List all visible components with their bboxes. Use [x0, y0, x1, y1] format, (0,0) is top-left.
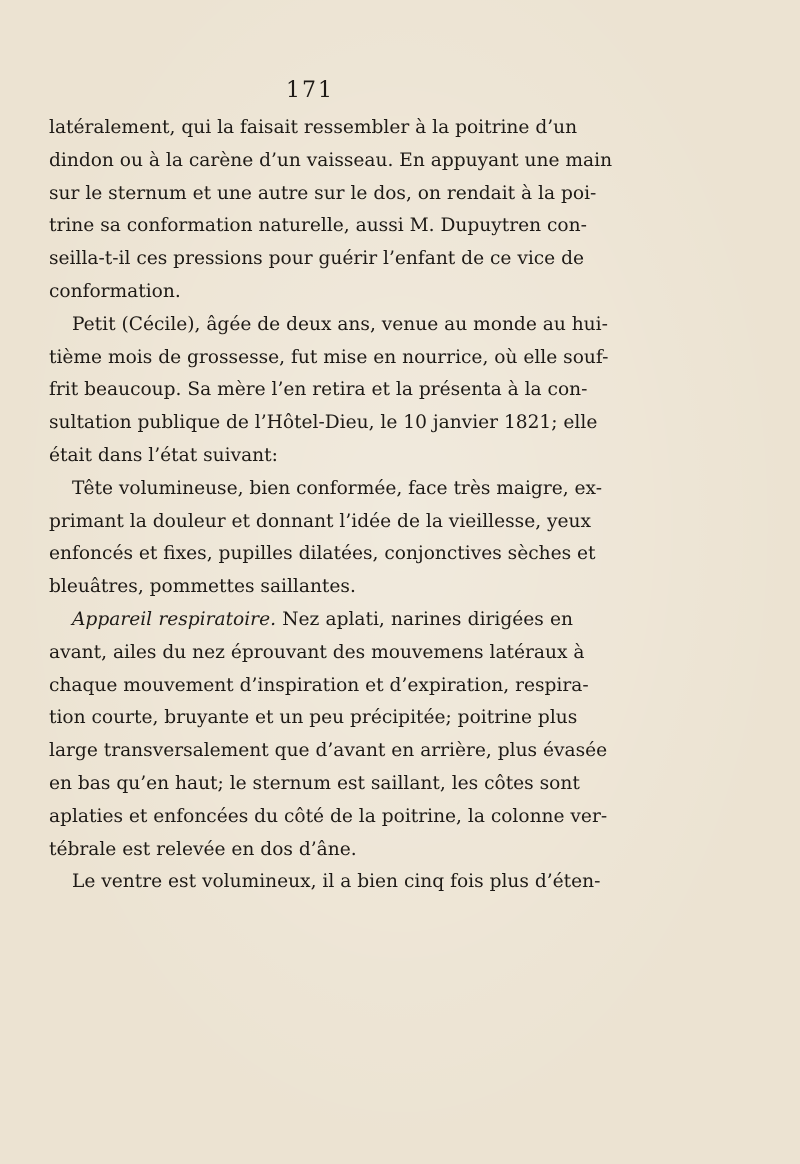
page-number: 171 [286, 78, 334, 103]
text-line: primant la douleur et donnant l’idée de la vieillesse, yeux [49, 510, 591, 532]
section-heading: Appareil respiratoire. [72, 608, 276, 630]
text-line: frit beaucoup. Sa mère l’en retira et la présenta à la con- [49, 379, 588, 401]
text-line: chaque mouvement d’inspiration et d’expiration, respira- [49, 674, 589, 696]
paragraph [49, 112, 613, 309]
text-line: dindon ou à la carène d’un vaisseau. En appuyant une main [49, 149, 613, 171]
text-line [49, 604, 573, 637]
text-line: Le ventre est volumineux, il a bien cinq fois plus d’éten- [72, 871, 601, 893]
text-line: avant, ailes du nez éprouvant des mouvemens latéraux à [49, 641, 585, 663]
text-line: tion courte, bruyante et un peu précipitée; poitrine plus [49, 707, 578, 729]
text-line: en bas qu’en haut; le sternum est saillant, les côtes sont [49, 772, 580, 794]
text-line: aplaties et enfoncées du côté de la poitrine, la colonne ver- [49, 805, 608, 827]
text-line: Tête volumineuse, bien conformée, face très maigre, ex- [72, 477, 602, 499]
text-line: conformation. [49, 280, 181, 302]
paragraph [49, 866, 601, 899]
text-line: trine sa conformation naturelle, aussi M. Dupuytren con- [49, 215, 587, 237]
text-line: Petit (Cécile), âgée de deux ans, venue au monde au hui- [72, 313, 608, 335]
text-line: sultation publique de l’Hôtel-Dieu, le 10 janvier 1821; elle [49, 412, 598, 434]
text-line: latéralement, qui la faisait ressembler à la poitrine d’un [49, 117, 578, 138]
paragraph [49, 604, 608, 866]
text-line: sur le sternum et une autre sur le dos, on rendait à la poi- [49, 182, 597, 204]
text-run: Nez aplati, narines dirigées en [276, 608, 574, 630]
paragraph [49, 309, 609, 473]
text-line: enfoncés et fixes, pupilles dilatées, conjonctives sèches et [49, 543, 596, 565]
text-line: bleuâtres, pommettes saillantes. [49, 576, 356, 598]
text-line: large transversalement que d’avant en arrière, plus évasée [49, 740, 608, 762]
text-line: tébrale est relevée en dos d’âne. [49, 838, 357, 860]
text-line: seilla-t-il ces pressions pour guérir l’enfant de ce vice de [49, 248, 585, 270]
text-line: tième mois de grossesse, fut mise en nourrice, où elle souf- [49, 346, 609, 368]
body-text [49, 112, 613, 899]
text-line: était dans l’état suivant: [49, 444, 278, 466]
paragraph [49, 473, 602, 604]
